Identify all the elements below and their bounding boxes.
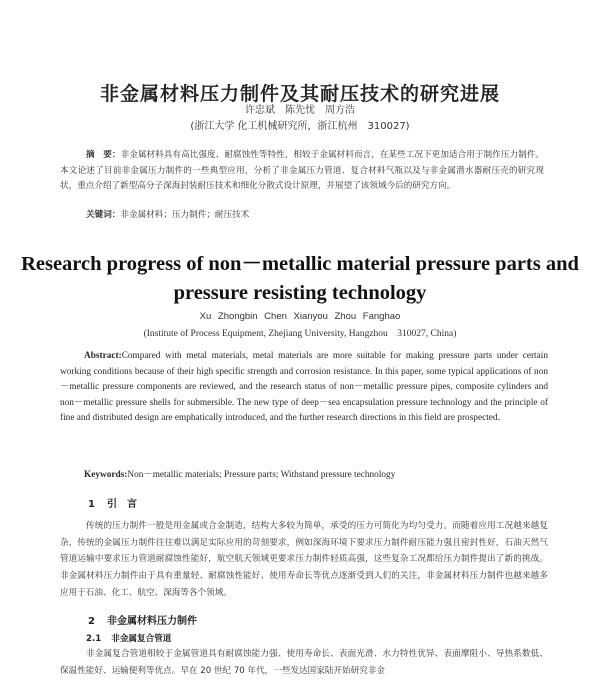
- chinese-abstract-text: 非金属材料具有高比强度、耐腐蚀性等特性，相较于金属材料而言，在某些工况下更加适合用于制作压力制件。本文论述了目前非金属压力制件的一些典型应用，分析了非金属压力管道、复合材料气瓶以及与非金属潜水器耐压壳的研究现状，重点介绍了新型高分子深海封装耐压技术和细化分散式设计原理，并展望了该领域今后的研究方向。: [60, 150, 544, 191]
- english-keywords: [84, 466, 554, 480]
- english-affiliation: (Institute of Process Equipment, Zhejiang University, Hangzhou 310027, China): [143, 329, 457, 339]
- chinese-authors: 许忠斌 陈先忧 周方浩: [245, 105, 355, 116]
- section-2-1-title: 非金属复合管道: [111, 634, 172, 644]
- english-abstract-label: Abstract:: [84, 351, 122, 361]
- section-2-1-paragraph: 非金属复合管道相较于金属管道具有耐腐蚀能力强、使用寿命长、表面光滑、水力特性优异、表面摩阻小、导热系数低、保温性能好、运输便利等优点。早在 20 世纪 70 年代，一些发达国家陆开始研究非金: [60, 649, 548, 676]
- section-1-paragraph: 传统的压力制件一般是用金属或合金制造，结构大多较为简单，承受的压力可简化为均匀受力。而随着应用工况越来越复杂，传统的金属压力制件往往难以满足实际应用的苛刻要求，例如深海环境下要求压力制件耐压能力强且密封性好，石油天然气管道运输中要求压力管道耐腐蚀性能好，航空航天领域更要求压力制件轻质高强，这些复杂工况都给压力制件提出了新的挑战。非金属材料压力制件由于具有重量轻、耐腐蚀性能好、使用寿命长等优点逐渐受到人们的关注，非金属材料压力制件也越来越多应用于石油、化工、航空、深海等各个领域。: [60, 521, 548, 598]
- section-2-heading: [88, 612, 197, 627]
- chinese-keywords-text: 非金属材料；压力制件；耐压技术: [120, 210, 250, 220]
- chinese-abstract-label: 摘 要：: [86, 150, 121, 160]
- english-title: Research progress of non－metallic material pressure parts and pressure resisting technology: [21, 253, 579, 304]
- english-abstract: [60, 349, 548, 427]
- section-1-title: 引 言: [106, 499, 137, 510]
- chinese-title: 非金属材料压力制件及其耐压技术的研究进展: [99, 82, 500, 105]
- english-abstract-text: Compared with metal materials, metal materials are more suitable for making pressure parts under certain working conditions because of their high specific strength and corrosion resistance. In this paper, some typical applications of non－metallic pressure components are reviewed, and the research status of non－metallic pressure pipes, composite cylinders and non－metallic pressure shells for submersible. The new type of deep－sea encapsulation pressure technology and the principle of fine and distributed design are emphatically introduced, and the further research directions in this field are prospected.: [60, 351, 548, 423]
- section-2-1-heading: [86, 632, 171, 644]
- chinese-affiliation: (浙江大学 化工机械研究所，浙江杭州 310027): [190, 121, 410, 132]
- english-keywords-text: Non－metallic materials; Pressure parts; Withstand pressure technology: [127, 470, 396, 480]
- chinese-keywords: [86, 208, 546, 220]
- section-1-number: 1: [88, 499, 95, 510]
- english-authors: Xu Zhongbin Chen Xianyou Zhou Fanghao: [199, 311, 401, 322]
- section-2-title: 非金属材料压力制件: [106, 616, 197, 627]
- chinese-keywords-label: 关键词：: [86, 210, 121, 220]
- section-2-1-number: 2.1: [86, 634, 102, 644]
- english-keywords-label: Keywords:: [84, 470, 128, 480]
- section-2-number: 2: [88, 616, 95, 627]
- chinese-abstract: [60, 148, 544, 195]
- section-1-heading: [88, 495, 137, 510]
